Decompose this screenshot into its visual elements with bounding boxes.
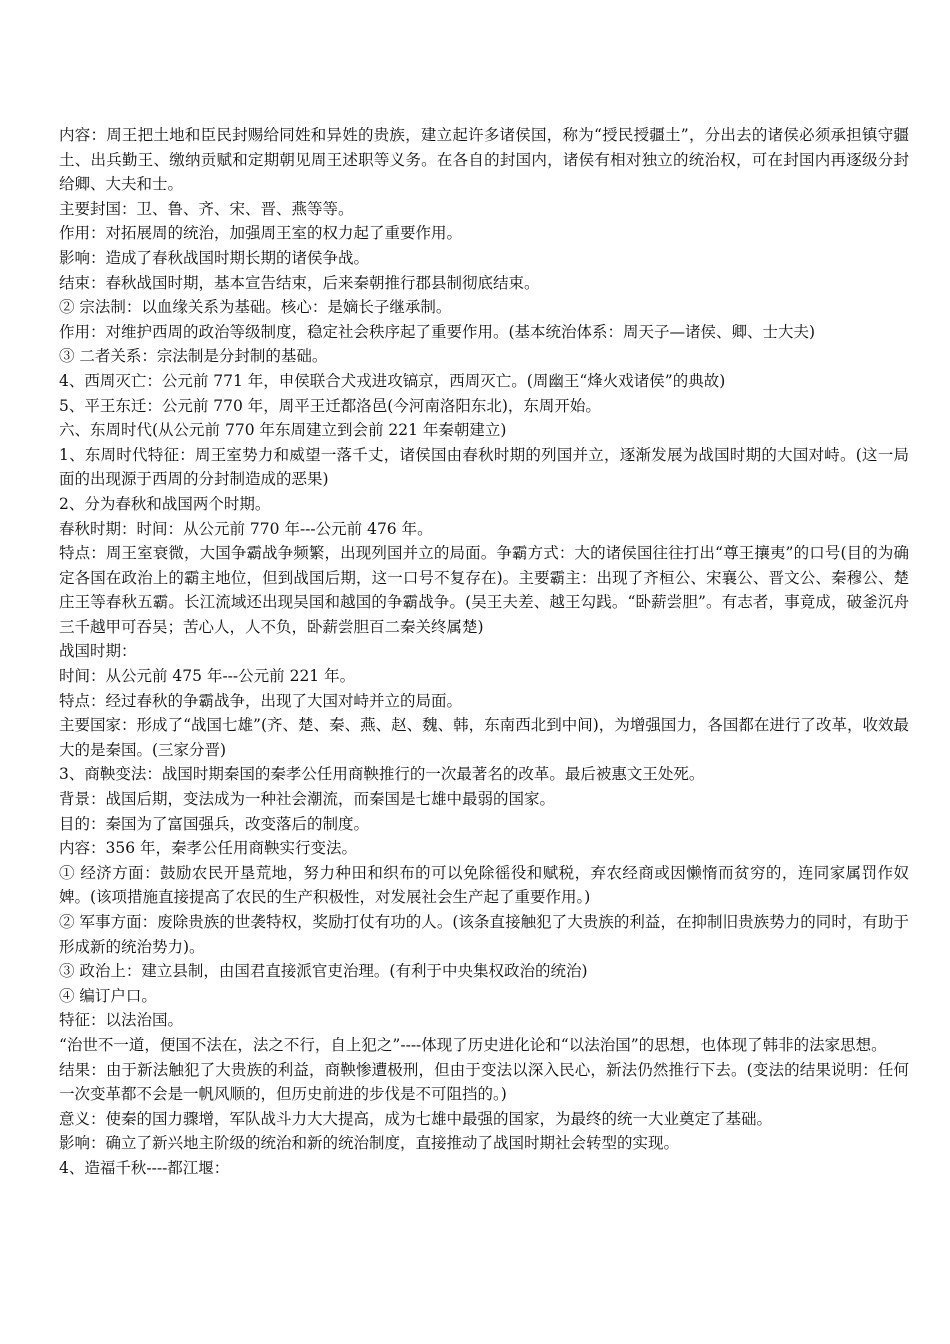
paragraph-reform-significance: 意义：使秦的国力骤增，军队战斗力大大提高，成为七雄中最强的国家，为最终的统一大业奠定了基础。 [59, 1109, 773, 1128]
paragraph-zongfa-role: 作用：对维护西周的政治等级制度，稳定社会秩序起了重要作用。(基本统治体系：周天子—诸侯、卿、士大夫) [59, 322, 816, 341]
document-body [59, 123, 909, 1181]
paragraph-main-fiefs: 主要封国：卫、鲁、齐、宋、晋、燕等等。 [59, 199, 354, 218]
paragraph-dujiangyan: 4、造福千秋----都江堰： [59, 1158, 230, 1177]
paragraph-zongfa: ② 宗法制：以血缘关系为基础。核心：是嫡长子继承制。 [59, 298, 452, 317]
paragraph-spring-autumn-features: 特点：周王室衰微，大国争霸战争频繁，出现列国并立的局面。争霸方式：大的诸侯国往往打出“尊王攘夷”的口号(目的为确定各国在政治上的霸主地位，但到战国后期，这一口号不复存在)。主要霸主：出现了齐桓公、宋襄公、晋文公、秦穆公、楚庄王等春秋五霸。长江流域还出现吴国和越国的争霸战争。(吴王夫差、越王勾践。“卧薪尝胆”。有志者，事竟成，破釜沉舟三千越甲可吞吴；苦心人，人不负，卧薪尝胆百二秦关终属楚) [59, 544, 909, 636]
paragraph-fenfeng-content: 内容：周王把土地和臣民封赐给同姓和异姓的贵族，建立起许多诸侯国，称为“授民授疆土”，分出去的诸侯必须承担镇守疆土、出兵勤王、缴纳贡赋和定期朝见周王述职等义务。在各自的封国内，诸侯有相对独立的统治权，可在封国内再逐级分封给卿、大夫和士。 [59, 126, 909, 194]
section-heading-eastern-zhou: 六、东周时代(从公元前 770 年东周建立到会前 221 年秦朝建立) [59, 421, 507, 440]
paragraph-shang-yang-reform: 3、商鞅变法：战国时期秦国的秦孝公任用商鞅推行的一次最著名的改革。最后被惠文王处死。 [59, 765, 705, 784]
paragraph-spring-autumn-time: 春秋时期：时间：从公元前 770 年---公元前 476 年。 [59, 519, 433, 538]
paragraph-fenfeng-end: 结束：春秋战国时期，基本宣告结束，后来秦朝推行郡县制彻底结束。 [59, 273, 540, 292]
paragraph-warring-states-time: 时间：从公元前 475 年---公元前 221 年。 [59, 667, 356, 686]
paragraph-reform-census: ④ 编订户口。 [59, 986, 157, 1005]
paragraph-reform-politics: ③ 政治上：建立县制，由国君直接派官吏治理。(有利于中央集权政治的统治) [59, 962, 588, 981]
paragraph-eastward-move: 5、平王东迁：公元前 770 年，周平王迁都洛邑(今河南洛阳东北)，东周开始。 [59, 396, 601, 415]
paragraph-western-zhou-fall: 4、西周灭亡：公元前 771 年，申侯联合犬戎进攻镐京，西周灭亡。(周幽王“烽火戏诸侯”的典故) [59, 371, 726, 390]
paragraph-quote-legalism: “治世不一道，便国不法在，法之不行，自上犯之”----体现了历史进化论和“以法治国”的思想，也体现了韩非的法家思想。 [59, 1035, 887, 1054]
paragraph-warring-states-heading: 战国时期： [59, 642, 137, 661]
paragraph-warring-states-features: 特点：经过春秋的争霸战争，出现了大国对峙并立的局面。 [59, 691, 463, 710]
paragraph-reform-purpose: 目的：秦国为了富国强兵，改变落后的制度。 [59, 814, 370, 833]
paragraph-main-states: 主要国家：形成了“战国七雄”(齐、楚、秦、燕、赵、魏、韩，东南西北到中间)，为增强国力，各国都在进行了改革，收效最大的是秦国。(三家分晋) [59, 716, 909, 759]
paragraph-two-periods: 2、分为春秋和战国两个时期。 [59, 494, 271, 513]
paragraph-reform-result: 结果：由于新法触犯了大贵族的利益，商鞅惨遭极刑，但由于变法以深入民心，新法仍然推行下去。(变法的结果说明：任何一次变革都不会是一帆风顺的，但历史前进的步伐是不可阻挡的。) [59, 1060, 909, 1104]
paragraph-reform-military: ② 军事方面：废除贵族的世袭特权，奖励打仗有功的人。(该条直接触犯了大贵族的利益，在抑制旧贵族势力的同时，有助于形成新的统治势力)。 [59, 913, 909, 956]
paragraph-reform-background: 背景：战国后期，变法成为一种社会潮流，而秦国是七雄中最弱的国家。 [59, 790, 556, 809]
paragraph-reform-content: 内容：356 年，秦孝公任用商鞅实行变法。 [59, 839, 358, 858]
paragraph-fenfeng-influence: 影响：造成了春秋战国时期长期的诸侯争战。 [59, 248, 370, 267]
paragraph-reform-influence: 影响：确立了新兴地主阶级的统治和新的统治制度，直接推动了战国时期社会转型的实现。 [59, 1134, 680, 1153]
paragraph-fenfeng-role: 作用：对拓展周的统治，加强周王室的权力起了重要作用。 [59, 224, 463, 243]
paragraph-eastern-zhou-features: 1、东周时代特征：周王室势力和威望一落千丈，诸侯国由春秋时期的列国并立，逐渐发展为战国时期的大国对峙。(这一局面的出现源于西周的分封制造成的恶果) [59, 445, 909, 489]
paragraph-relationship: ③ 二者关系：宗法制是分封制的基础。 [59, 347, 328, 366]
paragraph-reform-economy: ① 经济方面：鼓励农民开垦荒地，努力种田和织布的可以免除徭役和赋税，弃农经商或因懒惰而贫穷的，连同家属罚作奴婢。(该项措施直接提高了农民的生产积极性，对发展社会生产起了重要作用。) [59, 863, 909, 907]
paragraph-reform-characteristic: 特征：以法治国。 [59, 1011, 184, 1030]
